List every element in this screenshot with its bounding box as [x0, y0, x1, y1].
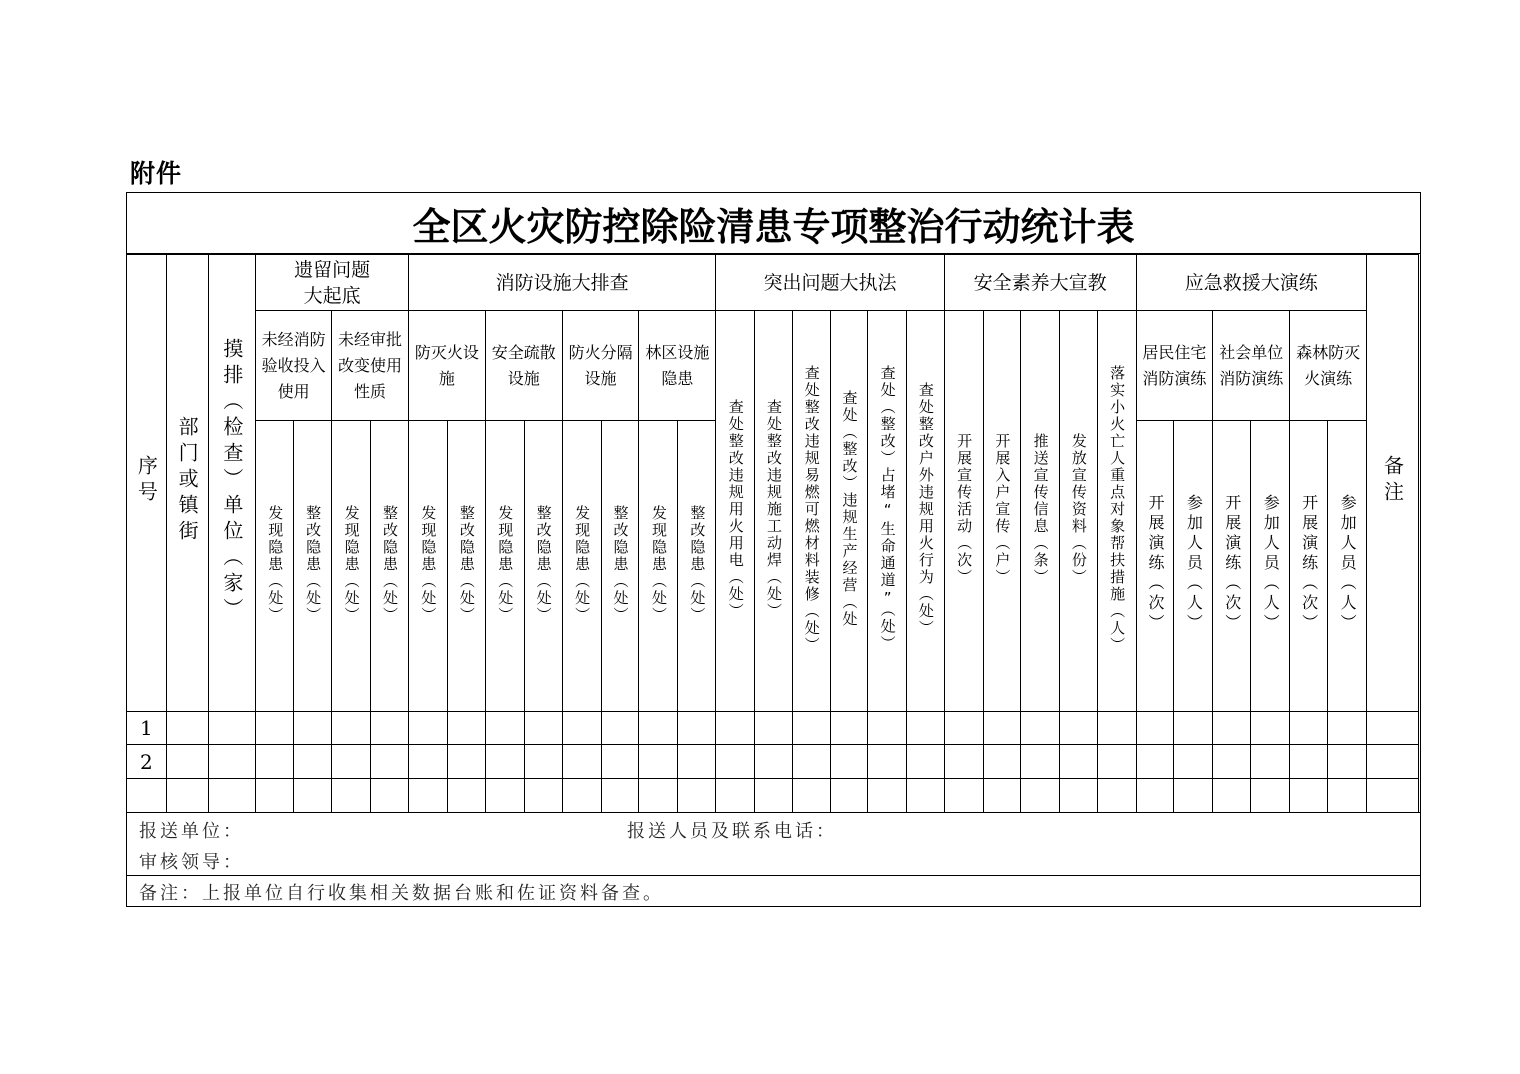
reporting-unit-label: 报送单位：	[139, 821, 244, 842]
sub-no-acceptance: 未经消防验收投入使用	[256, 311, 332, 421]
col-fixed-hazards: 整改隐患（处）	[678, 421, 716, 712]
col-drill-people: 参加人员（人）	[1174, 421, 1213, 712]
col-illegal-welding: 查处整改违规施工动焊（处）	[755, 311, 793, 712]
sub-forest-drill: 森林防灭火演练	[1290, 311, 1367, 421]
col-dept-header: 部门或镇街	[166, 255, 208, 712]
col-drill-people: 参加人员（人）	[1328, 421, 1367, 712]
table-row	[127, 712, 1419, 745]
col-units-header: 摸排（检查）单位（家）	[208, 255, 256, 712]
col-fixed-hazards: 整改隐患（处）	[371, 421, 409, 712]
col-remark-header: 备注	[1367, 255, 1419, 712]
col-found-hazards: 发现隐患（处）	[485, 421, 524, 712]
col-flammable-decoration: 查处整改违规易燃可燃材料装修（处）	[792, 311, 830, 712]
col-outdoor-fire: 查处整改户外违规用火行为（处）	[907, 311, 945, 712]
col-fixed-hazards: 整改隐患（处）	[447, 421, 485, 712]
col-found-hazards: 发现隐患（处）	[639, 421, 678, 712]
submission-info	[127, 812, 1420, 875]
col-illegal-operation: 查处（整改）违规生产经营（处	[830, 311, 868, 712]
statistics-sheet	[126, 192, 1421, 907]
sub-fire-extinguishing: 防灭火设施	[408, 311, 485, 421]
row-number	[127, 779, 167, 813]
footer-note-row	[127, 875, 1420, 907]
col-fixed-hazards: 整改隐患（处）	[524, 421, 562, 712]
col-home-visits: 开展入户宣传（户）	[983, 311, 1021, 712]
col-info-pushed: 推送宣传信息（条）	[1021, 311, 1060, 712]
col-blocked-passage: 查处（整改）占堵“生命通道”（处）	[868, 311, 907, 712]
row-number: 1	[127, 712, 167, 745]
annex-label: 附件	[130, 159, 183, 188]
group-law-enforcement: 突出问题大执法	[716, 255, 944, 311]
statistics-table	[126, 254, 1419, 813]
col-found-hazards: 发现隐患（处）	[408, 421, 447, 712]
col-fixed-hazards: 整改隐患（处）	[601, 421, 639, 712]
col-drill-times: 开展演练（次）	[1290, 421, 1328, 712]
group-legacy-issues: 遗留问题大起底	[256, 255, 409, 311]
col-drill-times: 开展演练（次）	[1136, 421, 1174, 712]
sub-residential-drill: 居民住宅消防演练	[1136, 311, 1213, 421]
sub-use-change: 未经审批改变使用性质	[332, 311, 409, 421]
sub-fire-separation: 防火分隔设施	[562, 311, 639, 421]
col-key-assistance: 落实小火亡人重点对象帮扶措施（人）	[1097, 311, 1136, 712]
group-facility-inspection: 消防设施大排查	[408, 255, 715, 311]
col-campaign-events: 开展宣传活动（次）	[944, 311, 983, 712]
col-found-hazards: 发现隐患（处）	[332, 421, 371, 712]
col-fixed-hazards: 整改隐患（处）	[294, 421, 332, 712]
contact-label: 报送人员及联系电话：	[627, 821, 837, 842]
row-number: 2	[127, 745, 167, 779]
group-emergency-drill: 应急救援大演练	[1136, 255, 1367, 311]
sub-evacuation: 安全疏散设施	[485, 311, 562, 421]
col-materials-distributed: 发放宣传资料（份）	[1060, 311, 1098, 712]
sheet-title: 全区火灾防控除险清患专项整治行动统计表	[127, 193, 1420, 254]
col-found-hazards: 发现隐患（处）	[256, 421, 294, 712]
col-drill-people: 参加人员（人）	[1251, 421, 1290, 712]
col-seq-header: 序号	[127, 255, 167, 712]
group-safety-education: 安全素养大宣教	[944, 255, 1136, 311]
col-drill-times: 开展演练（次）	[1213, 421, 1251, 712]
footer-note: 备注：上报单位自行收集相关数据台账和佐证资料备查。	[139, 883, 664, 904]
sub-forest-facility: 林区设施隐患	[639, 311, 716, 421]
table-row	[127, 745, 1419, 779]
sub-unit-drill: 社会单位消防演练	[1213, 311, 1290, 421]
reviewer-label: 审核领导：	[139, 852, 244, 873]
col-found-hazards: 发现隐患（处）	[562, 421, 601, 712]
table-row	[127, 779, 1419, 813]
col-illegal-fire-electric: 查处整改违规用火用电（处）	[716, 311, 755, 712]
